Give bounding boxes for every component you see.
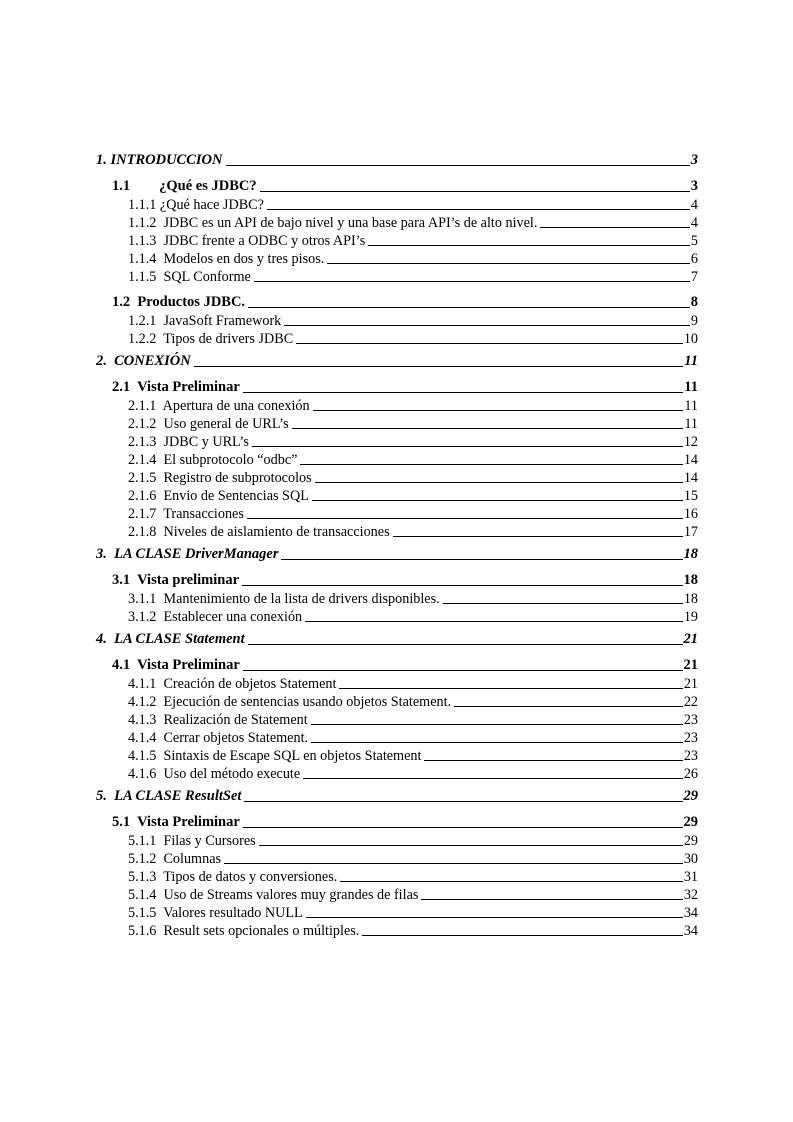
toc-page-number: 21: [683, 676, 698, 692]
toc-entry-title: 1.1.3 JDBC frente a ODBC y otros API’s: [128, 233, 366, 249]
toc-leader-line: [292, 428, 684, 429]
toc-page-number: 21: [683, 657, 698, 673]
toc-entry-title: 3.1.2 Establecer una conexión: [128, 609, 303, 625]
toc-entry-level-3[interactable]: [96, 487, 698, 505]
toc-entry-title: 2.1.4 El subprotocolo “odbc”: [128, 452, 298, 468]
toc-page-number: 4: [690, 215, 698, 231]
toc-leader-line: [244, 801, 682, 802]
toc-entry-level-3[interactable]: [96, 505, 698, 523]
toc-page-number: 23: [683, 730, 698, 746]
toc-entry-level-3[interactable]: [96, 232, 698, 250]
toc-entry-title: 5.1.6 Result sets opcionales o múltiples.: [128, 923, 360, 939]
toc-page-number: 4: [690, 197, 698, 213]
toc-page-number: 18: [683, 546, 698, 562]
toc-entry-level-3[interactable]: [96, 693, 698, 711]
toc-page-number: 10: [683, 331, 698, 347]
toc-leader-line: [424, 760, 682, 761]
toc-entry-level-2[interactable]: [96, 292, 698, 312]
toc-leader-line: [252, 446, 683, 447]
toc-entry-title: 1.1.4 Modelos en dos y tres pisos.: [128, 251, 325, 267]
toc-entry-level-3[interactable]: [96, 729, 698, 747]
toc-leader-line: [306, 917, 683, 918]
toc-entry-title: 5.1.5 Valores resultado NULL: [128, 905, 303, 921]
toc-page-number: 23: [683, 712, 698, 728]
toc-entry-level-1[interactable]: [96, 150, 698, 170]
toc-entry-title: 2.1.6 Envio de Sentencias SQL: [128, 488, 309, 504]
toc-leader-line: [259, 845, 683, 846]
toc-leader-line: [540, 227, 690, 228]
toc-entry-level-3[interactable]: [96, 268, 698, 286]
toc-entry-title: 2.1 Vista Preliminar: [112, 379, 240, 395]
toc-entry-title: 2.1.8 Niveles de aislamiento de transacciones: [128, 524, 390, 540]
toc-entry-level-3[interactable]: [96, 330, 698, 348]
toc-entry-level-3[interactable]: [96, 590, 698, 608]
toc-leader-line: [267, 209, 690, 210]
toc-entry-title: 5.1.4 Uso de Streams valores muy grandes de filas: [128, 887, 419, 903]
toc-entry-level-2[interactable]: [96, 655, 698, 675]
toc-entry-level-3[interactable]: [96, 250, 698, 268]
toc-leader-line: [243, 392, 683, 393]
toc-entry-level-2[interactable]: [96, 812, 698, 832]
toc-entry-level-3[interactable]: [96, 469, 698, 487]
toc-entry-title: 1.2.1 JavaSoft Framework: [128, 313, 282, 329]
toc-leader-line: [421, 899, 682, 900]
toc-page-number: 8: [690, 294, 698, 310]
toc-entry-level-3[interactable]: [96, 747, 698, 765]
toc-entry-title: 3.1 Vista preliminar: [112, 572, 240, 588]
toc-entry-level-3[interactable]: [96, 832, 698, 850]
toc-entry-level-3[interactable]: [96, 214, 698, 232]
toc-page-number: 34: [683, 905, 698, 921]
toc-leader-line: [340, 881, 683, 882]
toc-entry-level-3[interactable]: [96, 886, 698, 904]
toc-page-number: 11: [684, 379, 698, 395]
toc-leader-line: [281, 559, 682, 560]
toc-leader-line: [454, 706, 683, 707]
toc-page-number: 9: [690, 313, 698, 329]
toc-leader-line: [247, 518, 683, 519]
toc-entry-level-3[interactable]: [96, 922, 698, 940]
toc-page-number: 31: [683, 869, 698, 885]
toc-entry-title: 4.1.2 Ejecución de sentencias usando objetos Statement.: [128, 694, 452, 710]
toc-leader-line: [315, 482, 683, 483]
toc-leader-line: [243, 670, 683, 671]
toc-page-number: 3: [690, 152, 698, 168]
toc-page-number: 29: [683, 788, 698, 804]
toc-entry-level-3[interactable]: [96, 312, 698, 330]
toc-leader-line: [242, 585, 682, 586]
toc-entry-title: 5. LA CLASE ResultSet: [96, 788, 242, 804]
toc-page-number: 18: [683, 572, 698, 588]
toc-leader-line: [368, 245, 690, 246]
toc-entry-level-3[interactable]: [96, 868, 698, 886]
toc-page-number: 12: [683, 434, 698, 450]
toc-leader-line: [443, 603, 683, 604]
toc-leader-line: [254, 281, 690, 282]
toc-leader-line: [194, 366, 684, 367]
toc-entry-title: 3. LA CLASE DriverManager: [96, 546, 279, 562]
toc-entry-level-2[interactable]: [96, 176, 698, 196]
toc-entry-level-1[interactable]: [96, 351, 698, 371]
toc-entry-title: 4.1.5 Sintaxis de Escape SQL en objetos Statement: [128, 748, 422, 764]
toc-page-number: 14: [683, 452, 698, 468]
toc-entry-title: 1.1.2 JDBC es un API de bajo nivel y una base para API’s de alto nivel.: [128, 215, 538, 231]
toc-leader-line: [313, 410, 684, 411]
toc-entry-level-3[interactable]: [96, 196, 698, 214]
toc-leader-line: [305, 621, 683, 622]
toc-page-number: 22: [683, 694, 698, 710]
toc-entry-level-1[interactable]: [96, 629, 698, 649]
toc-page-number: 32: [683, 887, 698, 903]
toc-leader-line: [248, 307, 690, 308]
toc-entry-level-3[interactable]: [96, 608, 698, 626]
toc-page-number: 29: [683, 814, 698, 830]
toc-entry-title: 5.1.3 Tipos de datos y conversiones.: [128, 869, 338, 885]
toc-page-number: 7: [690, 269, 698, 285]
toc-page-number: 18: [683, 591, 698, 607]
toc-entry-title: 1.1.5 SQL Conforme: [128, 269, 251, 285]
toc-leader-line: [303, 778, 683, 779]
toc-entry-title: 4.1 Vista Preliminar: [112, 657, 240, 673]
toc-entry-title: 3.1.1 Mantenimiento de la lista de drivers disponibles.: [128, 591, 440, 607]
toc-leader-line: [339, 688, 682, 689]
toc-entry-title: 4.1.4 Cerrar objetos Statement.: [128, 730, 309, 746]
toc-entry-level-3[interactable]: [96, 765, 698, 783]
toc-leader-line: [393, 536, 683, 537]
toc-entry-title: 1.1 ¿Qué es JDBC?: [112, 178, 257, 194]
toc-leader-line: [312, 500, 683, 501]
toc-entry-title: 2.1.3 JDBC y URL’s: [128, 434, 249, 450]
toc-page-number: 17: [683, 524, 698, 540]
toc-entry-title: 4.1.1 Creación de objetos Statement: [128, 676, 337, 692]
toc-entry-level-3[interactable]: [96, 451, 698, 469]
toc-leader-line: [224, 863, 683, 864]
toc-entry-level-3[interactable]: [96, 415, 698, 433]
toc-page-number: 34: [683, 923, 698, 939]
toc-entry-title: 1. INTRODUCCION: [96, 152, 223, 168]
toc-page-number: 6: [690, 251, 698, 267]
toc-leader-line: [311, 742, 683, 743]
toc-entry-title: 4.1.6 Uso del método execute: [128, 766, 301, 782]
toc-entry-title: 2. CONEXIÓN: [96, 353, 191, 369]
toc-entry-title: 2.1.1 Apertura de una conexión: [128, 398, 310, 414]
toc-entry-level-3[interactable]: [96, 711, 698, 729]
toc-entry-level-2[interactable]: [96, 570, 698, 590]
toc-entry-level-3[interactable]: [96, 523, 698, 541]
toc-leader-line: [260, 191, 690, 192]
toc-entry-title: 1.2 Productos JDBC.: [112, 294, 246, 310]
toc-leader-line: [296, 343, 683, 344]
toc-page-number: 15: [683, 488, 698, 504]
toc-entry-title: 4. LA CLASE Statement: [96, 631, 245, 647]
toc-entry-title: 5.1.2 Columnas: [128, 851, 222, 867]
toc-entry-title: 4.1.3 Realización de Statement: [128, 712, 308, 728]
toc-entry-level-3[interactable]: [96, 675, 698, 693]
toc-entry-title: 5.1 Vista Preliminar: [112, 814, 240, 830]
toc-leader-line: [226, 165, 690, 166]
toc-page-number: 19: [683, 609, 698, 625]
toc-entry-level-3[interactable]: [96, 850, 698, 868]
toc-leader-line: [300, 464, 682, 465]
toc-page-number: 16: [683, 506, 698, 522]
toc-entry-level-2[interactable]: [96, 377, 698, 397]
toc-entry-title: 2.1.5 Registro de subprotocolos: [128, 470, 312, 486]
toc-page-number: 23: [683, 748, 698, 764]
table-of-contents: [96, 150, 698, 940]
toc-entry-level-1[interactable]: [96, 544, 698, 564]
toc-page-number: 11: [684, 398, 698, 414]
toc-page-number: 26: [683, 766, 698, 782]
toc-page-number: 5: [690, 233, 698, 249]
toc-leader-line: [362, 935, 682, 936]
toc-entry-level-3[interactable]: [96, 397, 698, 415]
toc-entry-title: 2.1.2 Uso general de URL’s: [128, 416, 289, 432]
toc-page-number: 21: [683, 631, 698, 647]
toc-entry-level-1[interactable]: [96, 786, 698, 806]
toc-page-number: 3: [690, 178, 698, 194]
toc-page-number: 29: [683, 833, 698, 849]
toc-entry-title: 2.1.7 Transacciones: [128, 506, 244, 522]
toc-entry-level-3[interactable]: [96, 433, 698, 451]
toc-entry-level-3[interactable]: [96, 904, 698, 922]
toc-page-number: 14: [683, 470, 698, 486]
toc-entry-title: 1.2.2 Tipos de drivers JDBC: [128, 331, 294, 347]
toc-entry-title: 5.1.1 Filas y Cursores: [128, 833, 256, 849]
toc-entry-title: 1.1.1 ¿Qué hace JDBC?: [128, 197, 264, 213]
toc-leader-line: [311, 724, 683, 725]
toc-page-number: 30: [683, 851, 698, 867]
toc-page-number: 11: [684, 416, 698, 432]
toc-leader-line: [248, 644, 683, 645]
toc-leader-line: [284, 325, 690, 326]
toc-leader-line: [243, 827, 683, 828]
toc-leader-line: [327, 263, 690, 264]
toc-page-number: 11: [684, 353, 698, 369]
